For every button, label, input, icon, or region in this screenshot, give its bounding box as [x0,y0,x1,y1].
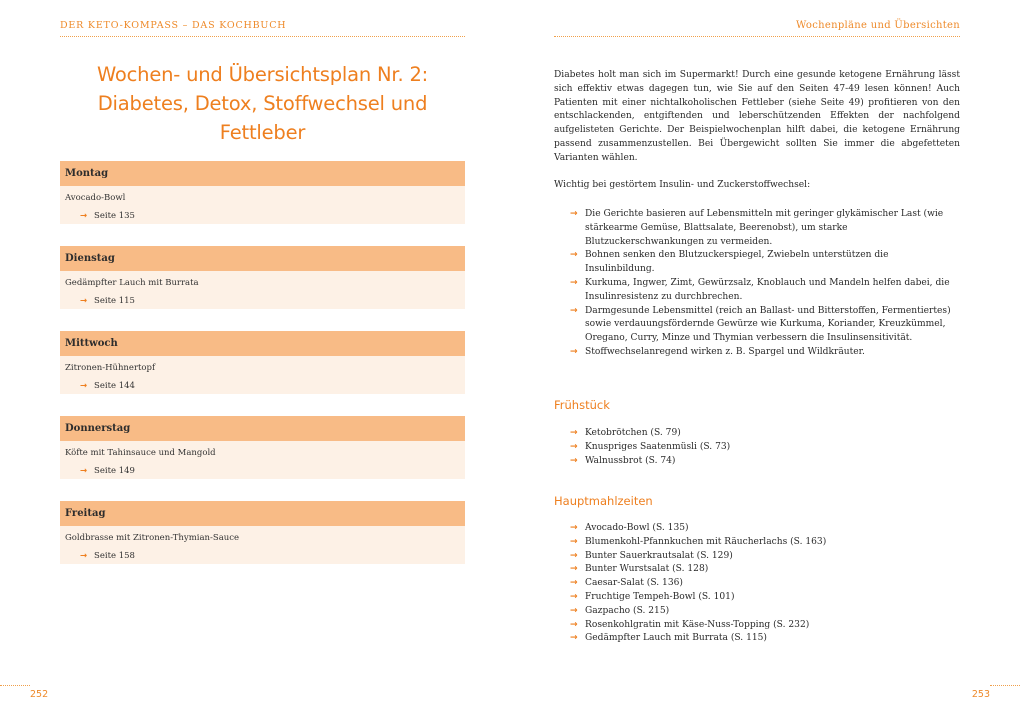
list-item [570,208,960,249]
page-reference [80,296,135,306]
list-item-text: Gazpacho (S. 215) [585,605,670,616]
list-item-text: Rosenkohlgratin mit Käse-Nuss-Topping (S. 232) [585,619,810,630]
arrow-right-icon: → [570,441,578,452]
arrow-right-icon: → [80,381,88,391]
list-item-text: Blumenkohl-Pfannkuchen mit Räucherlachs (S. 163) [585,536,827,547]
list-item [570,591,960,605]
list-item [570,550,960,564]
arrow-right-icon: → [80,211,88,221]
arrow-right-icon: → [570,523,578,533]
day-header: Dienstag [60,246,465,271]
recipe-name: Goldbrasse mit Zitronen-Thymian-Sauce [65,533,240,543]
list-item-text: Avocado-Bowl (S. 135) [585,523,689,533]
day-block-tuesday [60,246,465,309]
list-item-text: Darmgesunde Lebensmittel (reich an Ballast- und Bitterstoffen, Fermentiertes) sowie verdauungsfördernde Gewürze wie Kurkuma, Koriander, Kreuzkümmel, Oregano, Curry, Minze und Thymian verbessern die Insulinsensitivität. [585,305,951,344]
page-reference [80,211,135,221]
arrow-right-icon: → [570,578,578,589]
day-header: Montag [60,161,465,186]
arrow-right-icon: → [570,305,578,316]
page-ref-text: Seite 115 [94,296,135,306]
title-line-2: Diabetes, Detox, Stoffwechsel und Fettleber [97,92,428,144]
list-item [570,536,960,550]
page-number-left: 252 [30,689,49,700]
list-item [570,619,960,633]
page-reference [80,381,135,391]
list-item-text: Stoffwechselanregend wirken z. B. Spargel und Wildkräuter. [585,346,865,357]
page-ref-text: Seite 144 [94,381,135,391]
page-ref-text: Seite 149 [94,466,135,476]
list-item [570,346,960,360]
list-item [570,563,960,577]
arrow-right-icon: → [570,619,578,630]
day-body [60,356,465,394]
intro-text [554,69,960,193]
insulin-tips-list [570,208,960,360]
list-item-text: Gedämpfter Lauch mit Burrata (S. 115) [585,633,767,644]
list-item-text: Bohnen senken den Blutzuckerspiegel, Zwiebeln unterstützen die Insulinbildung. [585,250,889,275]
recipe-name: Avocado-Bowl [65,193,126,203]
page-reference [80,551,135,561]
list-item [570,605,960,619]
day-block-wednesday [60,331,465,394]
list-item [570,577,960,591]
footer-rule-left [0,685,30,686]
title-line-1: Wochen- und Übersichtsplan Nr. 2: [96,63,429,86]
list-item [570,522,960,536]
main-meals-heading: Hauptmahlzeiten [554,494,653,508]
arrow-right-icon: → [570,564,578,575]
arrow-right-icon: → [80,296,88,306]
list-item [570,455,960,469]
list-item-text: Bunter Sauerkrautsalat (S. 129) [585,550,733,561]
day-body [60,271,465,309]
page-number-right: 253 [971,689,990,700]
arrow-right-icon: → [80,551,88,561]
day-block-friday [60,501,465,564]
arrow-right-icon: → [570,605,578,616]
list-item-text: Ketobrötchen (S. 79) [585,428,681,438]
running-head-left: DER KETO-KOMPASS – DAS KOCHBUCH [60,20,287,31]
day-header: Mittwoch [60,331,465,356]
footer-rule-right [990,685,1020,686]
recipe-name: Köfte mit Tahinsauce und Mangold [65,448,216,458]
page-reference [80,466,135,476]
list-item-text: Kurkuma, Ingwer, Zimt, Gewürzsalz, Knoblauch und Mandeln helfen dabei, die Insulinresistenz zu durchbrechen. [585,277,950,302]
page-ref-text: Seite 158 [94,551,135,561]
list-item-text: Walnussbrot (S. 74) [585,455,676,466]
week-plan-table [60,161,465,586]
breakfast-list [570,427,960,468]
list-item-text: Die Gerichte basieren auf Lebensmitteln mit geringer glykämischer Last (wie stärkearme Gemüse, Blattsalate, Beerenobst), um starke Blutzuckerschwankungen zu vermeiden. [585,209,944,247]
list-item [570,249,960,277]
breakfast-heading: Frühstück [554,398,610,412]
arrow-right-icon: → [570,455,578,466]
arrow-right-icon: → [570,633,578,644]
list-item-text: Fruchtige Tempeh-Bowl (S. 101) [585,591,735,602]
day-header: Donnerstag [60,416,465,441]
arrow-right-icon: → [570,346,578,357]
list-item [570,305,960,346]
main-meals-list [570,522,960,646]
recipe-name: Zitronen-Hühnertopf [65,363,156,373]
day-body [60,526,465,564]
day-block-monday [60,161,465,224]
page-ref-text: Seite 135 [94,211,135,221]
running-head-right: Wochenpläne und Übersichten [796,20,960,31]
list-item-text: Knuspriges Saatenmüsli (S. 73) [585,441,731,452]
intro-subheading: Wichtig bei gestörtem Insulin- und Zuckerstoffwechsel: [554,180,811,191]
intro-paragraph: Diabetes holt man sich im Supermarkt! Durch eine gesunde ketogene Ernährung lässt sich effektiv etwas dagegen tun, wie Sie auf den Seiten 47-49 lesen können! Auch Patienten mit einer nichtalkoholischen Fettleber (siehe Seite 49) profitieren von den entschlackenden, entgiftenden und leberschützenden Effekten der nachfolgend aufgelisteten Gerichte. Der Beispielwochenplan hilft dabei, die ketogene Ernährung passend zusammenzustellen. Bei Übergewicht sollten Sie immer die abgefetteten Varianten wählen. [554,70,960,163]
arrow-right-icon: → [570,536,578,547]
arrow-right-icon: → [570,209,578,219]
list-item-text: Bunter Wurstsalat (S. 128) [585,564,709,575]
list-item [570,427,960,441]
day-block-thursday [60,416,465,479]
right-page [510,0,1020,720]
day-body [60,186,465,224]
list-item [570,277,960,305]
recipe-name: Gedämpfter Lauch mit Burrata [65,278,199,288]
arrow-right-icon: → [570,550,578,561]
list-item-text: Caesar-Salat (S. 136) [585,578,683,589]
arrow-right-icon: → [570,591,578,602]
page-title [60,60,465,147]
day-header: Freitag [60,501,465,526]
header-rule-right [554,36,960,37]
arrow-right-icon: → [570,250,578,261]
list-item [570,632,960,646]
arrow-right-icon: → [570,277,578,288]
list-item [570,441,960,455]
header-rule-left [60,36,465,37]
arrow-right-icon: → [80,466,88,476]
arrow-right-icon: → [570,428,578,438]
day-body [60,441,465,479]
